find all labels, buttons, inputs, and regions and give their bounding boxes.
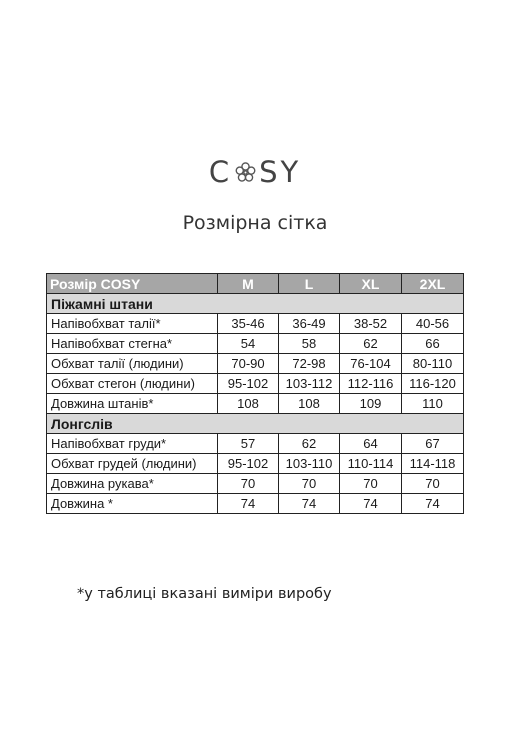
brand-logo: [0, 155, 510, 189]
section-row: [47, 414, 464, 434]
flower-o-icon: [233, 160, 258, 185]
table-cell: 108: [218, 394, 279, 414]
table-cell: 110-114: [340, 454, 402, 474]
brand-letters-sy: SY: [259, 155, 302, 189]
table-cell: 70: [402, 474, 464, 494]
table-cell: 116-120: [402, 374, 464, 394]
header-cell: XL: [340, 274, 402, 294]
table-row: [47, 374, 464, 394]
header-cell: M: [218, 274, 279, 294]
row-label: Довжина рукава*: [47, 474, 218, 494]
table-cell: 70: [279, 474, 340, 494]
brand-letter-c: C: [208, 155, 233, 189]
table-cell: 62: [340, 334, 402, 354]
table-cell: 72-98: [279, 354, 340, 374]
table-cell: 110: [402, 394, 464, 414]
section-row: [47, 294, 464, 314]
row-label: Обхват талії (людини): [47, 354, 218, 374]
table-cell: 70: [218, 474, 279, 494]
table-row: [47, 394, 464, 414]
table-row: [47, 334, 464, 354]
table-row: [47, 354, 464, 374]
header-cell: L: [279, 274, 340, 294]
size-table: [46, 273, 464, 514]
table-row: [47, 454, 464, 474]
table-cell: 58: [279, 334, 340, 354]
table-cell: 66: [402, 334, 464, 354]
header-row: [47, 274, 464, 294]
table-row: [47, 474, 464, 494]
row-label: Напівобхват груди*: [47, 434, 218, 454]
row-label: Обхват грудей (людини): [47, 454, 218, 474]
table-cell: 76-104: [340, 354, 402, 374]
table-cell: 103-110: [279, 454, 340, 474]
page-title: Розмірна сітка: [182, 212, 328, 234]
table-cell: 112-116: [340, 374, 402, 394]
row-label: Напівобхват талії*: [47, 314, 218, 334]
table-cell: 38-52: [340, 314, 402, 334]
table-cell: 70-90: [218, 354, 279, 374]
table-cell: 74: [279, 494, 340, 514]
row-label: Довжина *: [47, 494, 218, 514]
table-row: [47, 314, 464, 334]
table-cell: 114-118: [402, 454, 464, 474]
table-cell: 70: [340, 474, 402, 494]
table-cell: 54: [218, 334, 279, 354]
table-cell: 74: [218, 494, 279, 514]
table-cell: 80-110: [402, 354, 464, 374]
section-title: Піжамні штани: [47, 294, 464, 314]
table-cell: 62: [279, 434, 340, 454]
table-body: [47, 294, 464, 514]
header-cell: Розмір COSY: [47, 274, 218, 294]
footnote: *у таблиці вказані виміри виробу: [77, 586, 332, 602]
table-cell: 74: [402, 494, 464, 514]
table-row: [47, 434, 464, 454]
table-cell: 36-49: [279, 314, 340, 334]
table-cell: 95-102: [218, 374, 279, 394]
table-cell: 95-102: [218, 454, 279, 474]
row-label: Довжина штанів*: [47, 394, 218, 414]
table-cell: 108: [279, 394, 340, 414]
table-cell: 103-112: [279, 374, 340, 394]
row-label: Напівобхват стегна*: [47, 334, 218, 354]
table-cell: 67: [402, 434, 464, 454]
row-label: Обхват стегон (людини): [47, 374, 218, 394]
table-cell: 64: [340, 434, 402, 454]
header-cell: 2XL: [402, 274, 464, 294]
section-title: Лонгслів: [47, 414, 464, 434]
table-cell: 74: [340, 494, 402, 514]
table-cell: 109: [340, 394, 402, 414]
table-row: [47, 494, 464, 514]
table-cell: 35-46: [218, 314, 279, 334]
table-cell: 40-56: [402, 314, 464, 334]
table-cell: 57: [218, 434, 279, 454]
